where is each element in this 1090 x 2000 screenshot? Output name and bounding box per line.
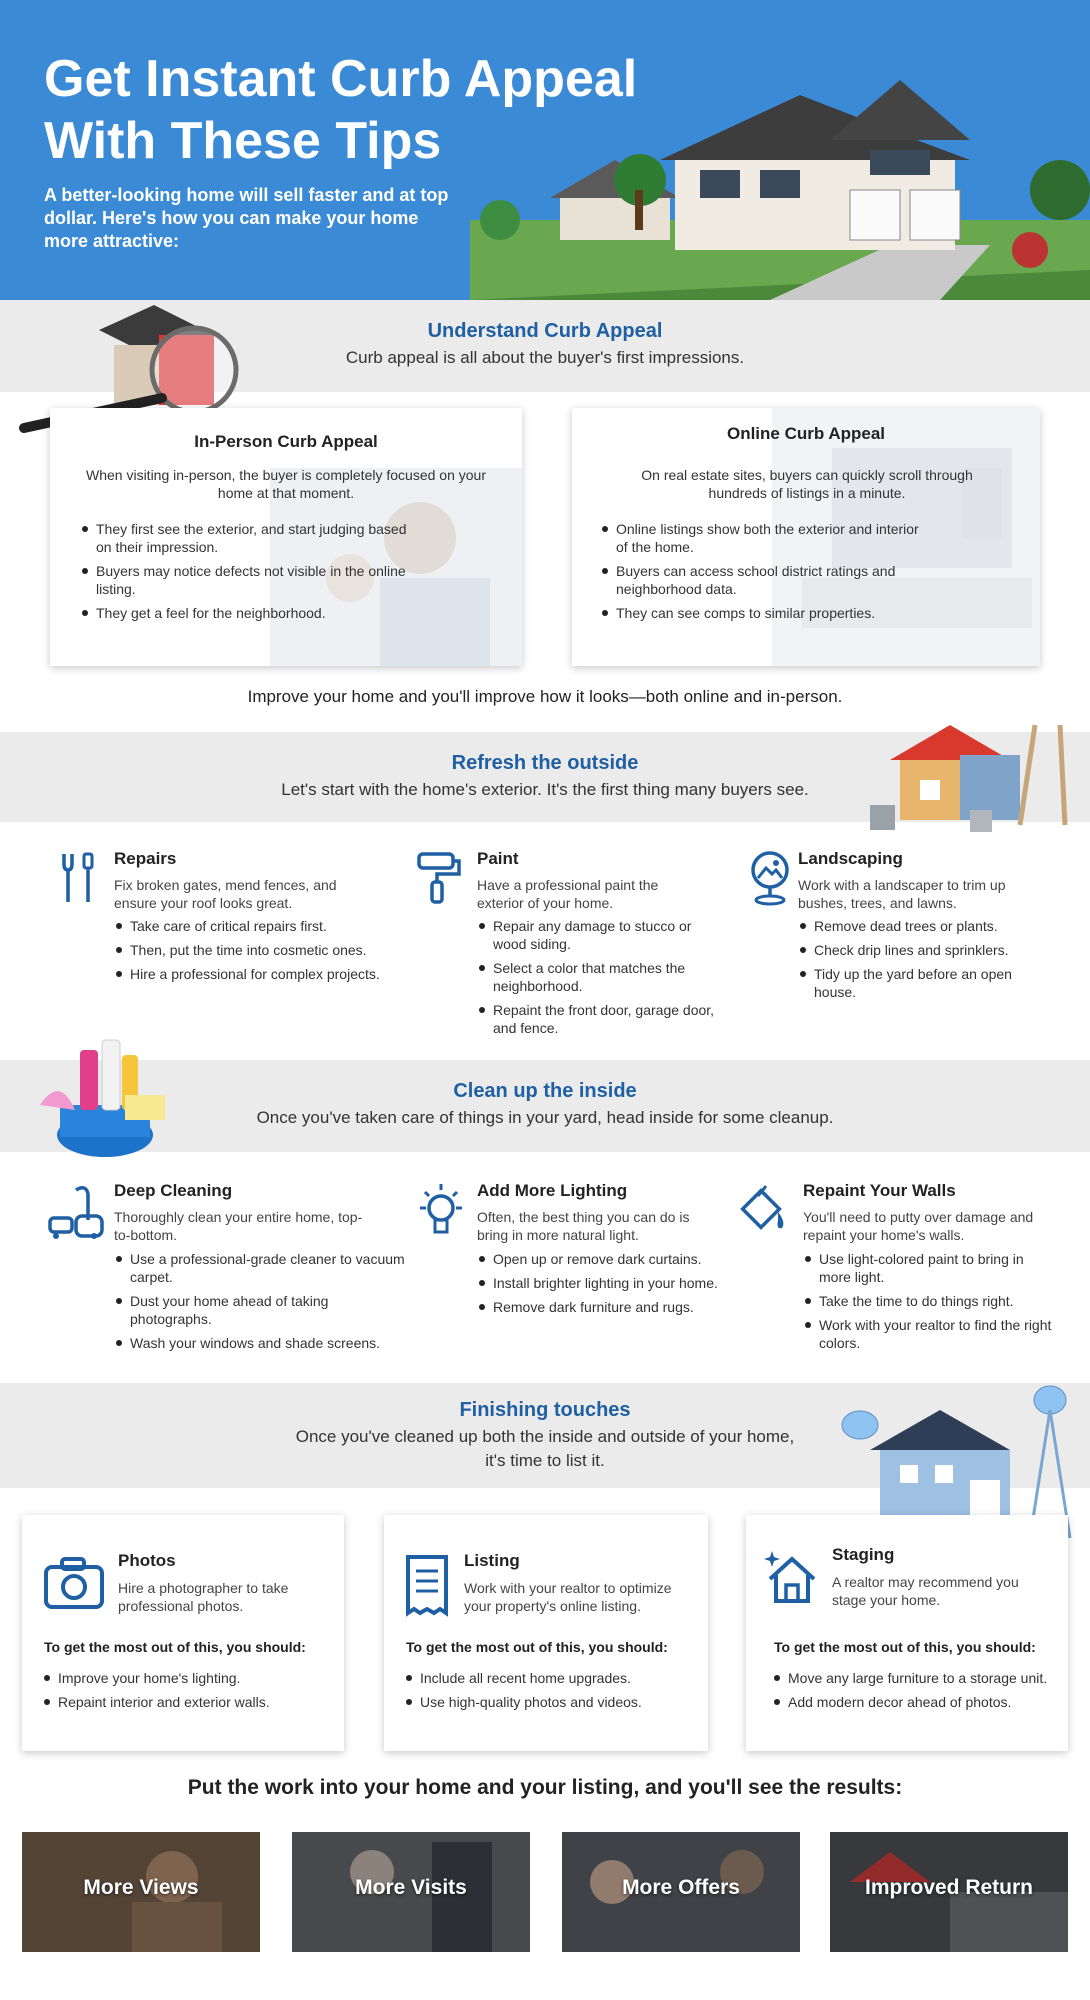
list-item: Wash your windows and shade screens.: [114, 1334, 414, 1352]
card-title: In-Person Curb Appeal: [194, 432, 378, 451]
listing-title: Listing: [464, 1551, 520, 1570]
staging-lead: To get the most out of this, you should:: [774, 1639, 1036, 1655]
inside-subtitle: Once you've taken care of things in your yard, head inside for some cleanup.: [256, 1108, 834, 1127]
listing-card: [384, 1515, 708, 1751]
repaint-walls-title: Repaint Your Walls: [803, 1181, 956, 1200]
hero-subtitle: A better-looking home will sell faster and at top dollar. Here's how you can make your home more attractive:: [44, 185, 449, 251]
finishing-title: Finishing touches: [459, 1399, 631, 1421]
photos-card: [22, 1515, 344, 1751]
list-item: Add modern decor ahead of photos.: [772, 1693, 1058, 1711]
staging-description: A realtor may recommend you stage your home.: [832, 1574, 1019, 1608]
understand-title: Understand Curb Appeal: [427, 320, 663, 342]
sparkle-house-icon: [762, 1547, 822, 1607]
result-tile-views: [22, 1832, 260, 1952]
card-description: On real estate sites, buyers can quickly scroll through hundreds of listings in a minute.: [641, 467, 973, 501]
card-description: When visiting in-person, the buyer is completely focused on your home at that moment.: [86, 467, 486, 501]
paint-roller-icon: [415, 850, 463, 906]
photos-description: Hire a photographer to take professional photos.: [118, 1580, 289, 1614]
result-tile-visits: [292, 1832, 530, 1952]
result-label: More Views: [83, 1876, 199, 1899]
repairs-list: [114, 917, 394, 989]
list-item: Repaint interior and exterior walls.: [42, 1693, 332, 1711]
list-item: Move any large furniture to a storage unit.: [772, 1669, 1058, 1687]
list-item: They get a feel for the neighborhood.: [80, 604, 410, 622]
page-title: Get Instant Curb Appeal With These Tips: [44, 50, 638, 170]
card-title: Online Curb Appeal: [726, 424, 886, 443]
list-item: Check drip lines and sprinklers.: [798, 941, 1048, 959]
list-item: Take care of critical repairs first.: [114, 917, 394, 935]
outside-title: Refresh the outside: [451, 752, 639, 774]
list-item: Use light-colored paint to bring in more light.: [803, 1250, 1053, 1286]
list-item: Take the time to do things right.: [803, 1292, 1053, 1310]
staging-list: [772, 1669, 1058, 1717]
deep-cleaning-list: [114, 1250, 414, 1358]
lighting-description: Often, the best thing you can do is bring in more natural light.: [477, 1209, 690, 1243]
result-tile-offers: [562, 1832, 800, 1952]
repairs-title: Repairs: [114, 849, 177, 868]
list-item: Buyers can access school district ratings and neighborhood data.: [600, 562, 920, 598]
inside-title: Clean up the inside: [453, 1080, 637, 1102]
camera-icon: [42, 1555, 106, 1611]
list-item: Use high-quality photos and videos.: [404, 1693, 694, 1711]
hero-banner: [0, 0, 1090, 300]
list-item: Buyers may notice defects not visible in the online listing.: [80, 562, 410, 598]
online-card: [572, 408, 1040, 666]
staging-title: Staging: [832, 1545, 895, 1564]
house-paint-icon: [860, 715, 1070, 835]
lighting-title: Add More Lighting: [477, 1181, 628, 1200]
list-item: Tidy up the yard before an open house.: [798, 965, 1048, 1001]
house-illustration: [470, 70, 1090, 300]
landscaping-list: [798, 917, 1048, 1007]
list-item: Open up or remove dark curtains.: [477, 1250, 727, 1268]
paint-title: Paint: [477, 849, 519, 868]
list-item: Repair any damage to stucco or wood siding.: [477, 917, 727, 953]
landscaping-description: Work with a landscaper to trim up bushes, trees, and lawns.: [798, 877, 1006, 911]
photos-title: Photos: [118, 1551, 176, 1570]
result-label: More Visits: [355, 1876, 467, 1899]
repaint-walls-list: [803, 1250, 1053, 1358]
bullet-list: [600, 520, 920, 628]
outside-subtitle: Let's start with the home's exterior. It's the first thing many buyers see.: [281, 780, 809, 799]
paint-bucket-icon: [736, 1182, 796, 1242]
list-item: Dust your home ahead of taking photographs.: [114, 1292, 414, 1328]
vacuum-icon: [46, 1180, 108, 1242]
list-item: Install brighter lighting in your home.: [477, 1274, 727, 1292]
list-item: Remove dead trees or plants.: [798, 917, 1048, 935]
result-label: More Offers: [622, 1876, 740, 1899]
bullet-list: [80, 520, 410, 628]
repaint-walls-description: You'll need to putty over damage and repaint your home's walls.: [803, 1209, 1034, 1243]
list-item: Hire a professional for complex projects.: [114, 965, 394, 983]
landscaping-title: Landscaping: [798, 849, 903, 868]
photos-lead: To get the most out of this, you should:: [44, 1639, 306, 1655]
list-item: Online listings show both the exterior and interior of the home.: [600, 520, 920, 556]
list-item: Then, put the time into cosmetic ones.: [114, 941, 394, 959]
list-item: Work with your realtor to find the right colors.: [803, 1316, 1053, 1352]
staging-card: [746, 1515, 1068, 1751]
list-item: Use a professional-grade cleaner to vacuum carpet.: [114, 1250, 414, 1286]
list-item: Include all recent home upgrades.: [404, 1669, 694, 1687]
landscape-pin-icon: [748, 850, 792, 908]
list-item: Improve your home's lighting.: [42, 1669, 332, 1687]
understand-subtitle: Curb appeal is all about the buyer's first impressions.: [345, 348, 745, 367]
understand-closing: Improve your home and you'll improve how it looks—both online and in-person.: [247, 687, 843, 706]
list-item: Select a color that matches the neighborhood.: [477, 959, 727, 995]
results-closing: Put the work into your home and your listing, and you'll see the results:: [187, 1776, 903, 1799]
paint-list: [477, 917, 727, 1043]
listing-lead: To get the most out of this, you should:: [406, 1639, 668, 1655]
list-item: Remove dark furniture and rugs.: [477, 1298, 727, 1316]
result-tile-return: [830, 1832, 1068, 1952]
lightbulb-icon: [414, 1182, 468, 1242]
list-item: Repaint the front door, garage door, and fence.: [477, 1001, 727, 1037]
lighting-list: [477, 1250, 727, 1322]
deep-cleaning-description: Thoroughly clean your entire home, top-to-bottom.: [114, 1209, 363, 1243]
repairs-description: Fix broken gates, mend fences, and ensure your roof looks great.: [114, 877, 337, 911]
finishing-subtitle: Once you've cleaned up both the inside and outside of your home, it's time to list it.: [295, 1427, 795, 1470]
paint-description: Have a professional paint the exterior of your home.: [477, 877, 659, 911]
document-list-icon: [402, 1553, 452, 1617]
listing-description: Work with your realtor to optimize your property's online listing.: [464, 1580, 672, 1614]
listing-list: [404, 1669, 694, 1717]
list-item: They can see comps to similar properties.: [600, 604, 920, 622]
list-item: They first see the exterior, and start judging based on their impression.: [80, 520, 410, 556]
in-person-card: [50, 408, 522, 666]
deep-cleaning-title: Deep Cleaning: [114, 1181, 233, 1200]
result-label: Improved Return: [864, 1876, 1034, 1899]
photos-list: [42, 1669, 332, 1717]
wrench-screwdriver-icon: [58, 850, 98, 906]
